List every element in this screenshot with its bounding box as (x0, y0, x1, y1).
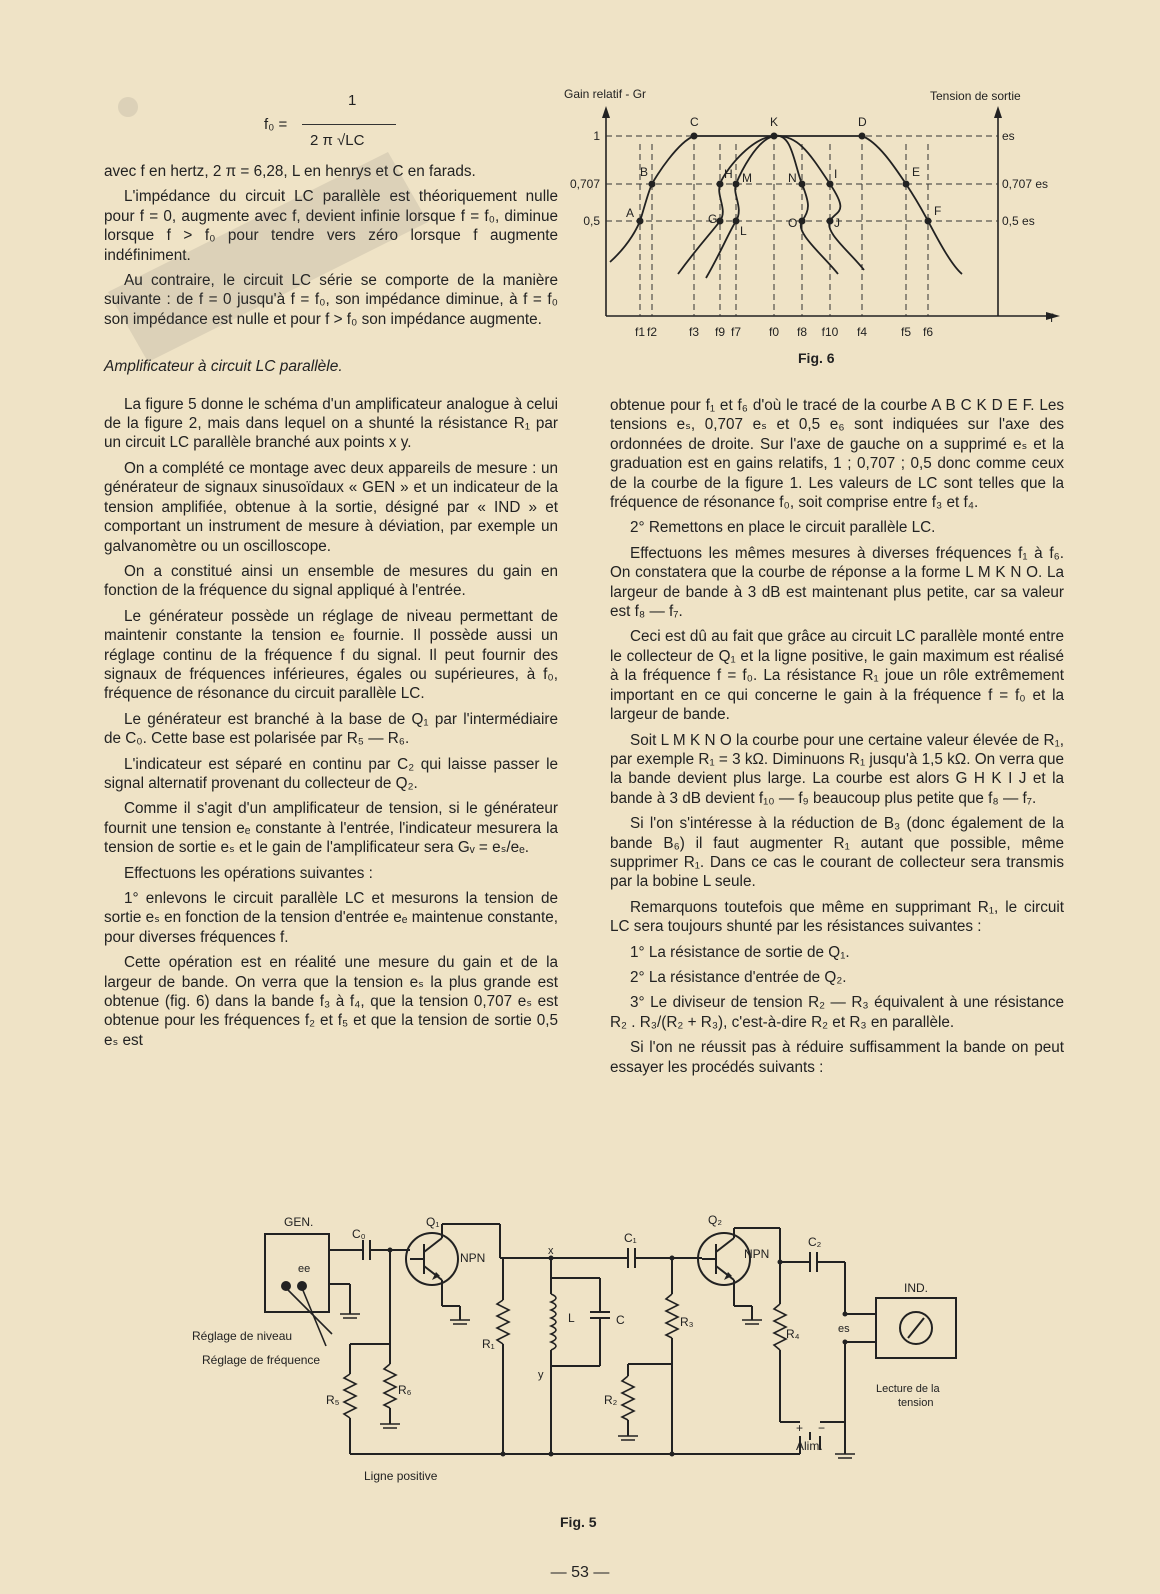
plus-label: + (796, 1421, 804, 1435)
r4-resistor (774, 1304, 786, 1350)
paragraph: 1° enlevons le circuit parallèle LC et mesurons la tension de sortie eₛ en fonction de la tension d'entrée eₑ maintenue constante, pour diverses fréquences f. (104, 890, 558, 946)
curve-point-N (799, 181, 806, 188)
point-label-C: C (690, 115, 699, 129)
point-label-M: M (742, 171, 752, 185)
x-tick-label: f5 (900, 325, 912, 339)
gen-box (265, 1234, 329, 1312)
curve-point-K (771, 133, 778, 140)
curve-point-J (827, 218, 834, 225)
ligne-positive-label: Ligne positive (364, 1469, 438, 1483)
page-number: — 53 — (550, 1564, 610, 1581)
left-column (104, 162, 558, 1056)
point-label-O: O (788, 216, 798, 230)
curve-point-C (691, 133, 698, 140)
curve-point-G (717, 218, 724, 225)
r6-label: R₆ (398, 1383, 412, 1397)
paragraph: Comme il s'agit d'un amplificateur de tension, si le générateur fournit une tension eₑ constante à l'entrée, l'indicateur mesurera la tension de sortie eₛ et le gain de l'amplificateur sera Gᵥ = eₛ/eₑ. (104, 800, 558, 857)
q2-label: Q₂ (708, 1214, 722, 1227)
curve-point-O (799, 218, 806, 225)
x-point-label: x (548, 1245, 554, 1257)
y-axis-right-arrow (994, 106, 1002, 118)
x-tick-label: f9 (714, 325, 726, 339)
r4-label: R₄ (786, 1327, 800, 1341)
curve-point-B (649, 181, 656, 188)
x-tick-label: f2 (646, 325, 658, 339)
point-label-E: E (912, 165, 921, 179)
curve-point-I (827, 181, 834, 188)
x-tick-label: f4 (856, 325, 868, 339)
point-label-I: I (834, 167, 838, 181)
point-label-J: J (834, 216, 840, 230)
r3-resistor (666, 1294, 678, 1338)
paragraph: On a constitué ainsi un ensemble de mesures du gain en fonction de la fréquence du signal appliqué à l'entrée. (104, 562, 558, 600)
right-column (610, 396, 1064, 1083)
y-axis-left-arrow (602, 106, 610, 118)
formula-denominator: 2 π √LC (310, 132, 365, 149)
l-label: L (568, 1311, 575, 1325)
paragraph: 2° La résistance d'entrée de Q₂. (630, 968, 847, 986)
fig5-circuit (180, 1214, 1000, 1504)
frequency-knob (297, 1281, 307, 1291)
point-label-G: G (708, 212, 718, 226)
paragraph: Ceci est dû au fait que grâce au circuit LC parallèle monté entre le collecteur de Q₁ et la ligne positive, le gain maximum est réalisé à la fréquence f = f₀. La résistance R₁ joue un rôle extrêmement important en ce qui concerne le gain à la fréquence f = f₀ et la largeur de bande. (610, 628, 1064, 724)
paragraph: La figure 5 donne le schéma d'un amplificateur analogue à celui de la figure 2, mais dans lequel on a shunté la résistance R₁ par un circuit LC parallèle branché aux points x y. (104, 395, 558, 452)
reglage-frequence-label: Réglage de fréquence (202, 1353, 321, 1367)
paragraph: Effectuons les mêmes mesures à diverses fréquences f₁ à f₆. On constatera que la courbe de réponse a la forme L M K N O. La largeur de bande à 3 dB est maintenant plus petite, car sa valeur est f₈ — f₇. (610, 544, 1064, 621)
x-tick-label: f6 (922, 325, 934, 339)
paragraph: avec f en hertz, 2 π = 6,28, L en henrys et C en farads. (104, 163, 476, 180)
x-label: f (1050, 311, 1054, 325)
fig5-caption: Fig. 5 (560, 1514, 597, 1530)
paragraph: Soit L M K N O la courbe pour une certaine valeur élevée de R₁, par exemple R₁ = 3 kΩ. Diminuons R₁ jusqu'à 1,5 kΩ. On verra que la bande devient plus large. La courbe est alors G H K I J et la bande à 3 dB devient f₁₀ — f₉ beaucoup plus petite que f₈ — f₇. (610, 731, 1065, 807)
paragraph: Au contraire, le circuit LC série se comporte de la manière suivante : de f = 0 jusqu'à f = f₀, son impédance diminue, à f = f₀ son impédance est nulle et pour f > f₀ son impédance augmente. (104, 272, 558, 328)
q1-label: Q₁ (426, 1215, 440, 1229)
paragraph: obtenue pour f₁ et f₆ d'où le tracé de la courbe A B C K D E F. Les tensions eₛ, 0,707 eₛ et 0,5 e₆ sont indiquées sur l'axe des ordonnées de droite. Sur l'axe de gauche on a supprimé eₛ et la graduation est en gains relatifs, 1 ; 0,707 ; 0,5 donc comme ceux de la courbe de la figure 1. Les valeurs de LC sont telles que la fréquence de résonance f₀, soit comprise entre f₃ et f₄. (610, 397, 1064, 512)
y-left-label: Gain relatif - Gr (564, 87, 647, 101)
r2-label: R₂ (604, 1393, 618, 1407)
paragraph: 3° Le diviseur de tension R₂ — R₃ équivalent à une résistance R₂ . R₃/(R₂ + R₃), c'est-à-dire R₂ et R₃ en parallèle. (610, 994, 1064, 1031)
r1-label: R₁ (482, 1337, 495, 1351)
right-tick-label: es (1002, 129, 1015, 143)
q2-npn-label: NPN (744, 1247, 770, 1261)
left-tick-label: 0,707 (569, 177, 600, 191)
c-label: C (616, 1313, 625, 1327)
x-tick-label: f8 (796, 325, 808, 339)
alim-label: Alim. (796, 1439, 823, 1453)
formula-lhs: f₀ = (264, 116, 288, 133)
ee-label: ee (298, 1263, 311, 1275)
paragraph: Si l'on s'intéresse à la réduction de B₃ (donc également de la bande B₆) il faut augmenter R₁ autant que possible, même supprimer R₁. Dans ce cas le courant de collecteur sera transmis par la bobine L seule. (610, 815, 1064, 891)
x-tick-label: f10 (821, 325, 839, 339)
formula-numerator: 1 (348, 92, 357, 109)
paragraph: Effectuons les opérations suivantes : (124, 864, 373, 882)
level-knob (281, 1281, 291, 1291)
response-curve-2 (706, 136, 838, 278)
minus-label: − (818, 1421, 826, 1435)
y-right-label: Tension de sortie (930, 89, 1021, 103)
point-label-L: L (740, 224, 747, 238)
paragraph: Le générateur est branché à la base de Q₁ par l'intermédiaire de C₀. Cette base est polarisée par R₅ — R₆. (104, 710, 558, 748)
fig6-caption: Fig. 6 (798, 350, 835, 366)
r1-resistor (497, 1300, 509, 1344)
fig6-chart (560, 84, 1080, 374)
r3-label: R₃ (680, 1315, 694, 1329)
curve-point-E (903, 181, 910, 188)
x-tick-label: f0 (768, 325, 780, 339)
point-label-K: K (770, 115, 779, 129)
section-heading: Amplificateur à circuit LC parallèle. (104, 358, 343, 376)
point-label-D: D (858, 115, 867, 129)
point-label-F: F (934, 204, 942, 218)
fraction-bar (302, 124, 396, 125)
response-curve-1 (678, 136, 864, 274)
paragraph: Le générateur possède un réglage de niveau permettant de maintenir constante la tension eₑ fournie. Il possède aussi un réglage continu de la fréquence f du signal. Il peut fournir des signaux de fréquences inférieures, égales ou supérieures, à f₀, fréquence de résonance du circuit parallèle LC. (104, 607, 558, 703)
x-tick-label: f7 (730, 325, 742, 339)
paragraph: 1° La résistance de sortie de Q₁. (630, 943, 850, 961)
r6-resistor (384, 1364, 396, 1408)
paragraph: Si l'on ne réussit pas à réduire suffisamment la bande on peut essayer les procédés suivants : (610, 1039, 1064, 1076)
c2-label: C₂ (808, 1235, 822, 1249)
paragraph: L'indicateur est séparé en continu par C₂ qui laisse passer le signal alternatif provenant du collecteur de Q₂. (104, 755, 558, 792)
resonance-formula (262, 92, 422, 158)
left-tick-label: 1 (593, 129, 600, 143)
paragraph: Cette opération est en réalité une mesure du gain et de la largeur de bande. On verra que la tension eₛ la plus grande est obtenue (fig. 6) dans la bande f₃ à f₄, que la tension 0,707 eₛ est obtenue pour les fréquences f₂ et f₅ et que la tension de sortie 0,5 eₛ est (104, 954, 558, 1049)
l-coil (551, 1294, 556, 1350)
curve-point-L (733, 218, 740, 225)
r5-resistor (344, 1374, 356, 1418)
y-point-label: y (538, 1369, 544, 1381)
curve-point-D (859, 133, 866, 140)
point-label-H: H (724, 167, 733, 181)
x-tick-label: f1 (634, 325, 646, 339)
curve-point-F (925, 218, 932, 225)
left-tick-label: 0,5 (583, 214, 600, 228)
ind-label: IND. (904, 1281, 928, 1295)
r2-resistor (622, 1376, 634, 1420)
right-tick-label: 0,5 es (1002, 214, 1035, 228)
paragraph: On a complété ce montage avec deux appareils de mesure : un générateur de signaux sinusoïdaux « GEN » et un indicateur de la tension amplifiée, obtenue à la sortie, désigné par « IND » et comportant un instrument de mesure à déviation, par exemple un galvanomètre ou un oscilloscope. (104, 459, 558, 555)
gen-label: GEN. (284, 1215, 314, 1229)
point-label-N: N (788, 171, 797, 185)
lecture-label-2: tension (898, 1397, 934, 1409)
right-tick-label: 0,707 es (1002, 177, 1049, 191)
q1-npn-label: NPN (460, 1251, 486, 1265)
reglage-niveau-label: Réglage de niveau (192, 1329, 293, 1343)
curve-point-A (637, 218, 644, 225)
c1-label: C₁ (624, 1231, 637, 1245)
paragraph: Remarquons toutefois que même en supprimant R₁, le circuit LC sera toujours shunté par les résistances suivantes : (610, 898, 1064, 936)
curve-point-M (733, 181, 740, 188)
response-curve-0 (610, 136, 962, 274)
curve-point-H (717, 181, 724, 188)
x-tick-label: f3 (688, 325, 700, 339)
es-label: es (838, 1323, 850, 1335)
c0-label: C₀ (352, 1227, 366, 1241)
paragraph: 2° Remettons en place le circuit parallèle LC. (630, 519, 936, 537)
point-label-B: B (640, 165, 649, 179)
paragraph: L'impédance du circuit LC parallèle est théoriquement nulle pour f = 0, augmente avec f, devient infinie lorsque f = f₀, diminue lorsque f > f₀ pour tendre vers zéro lorsque f augmente indéfiniment. (104, 188, 558, 264)
r5-label: R₅ (326, 1393, 340, 1407)
lecture-label-1: Lecture de la (876, 1383, 940, 1395)
point-label-A: A (626, 206, 635, 220)
